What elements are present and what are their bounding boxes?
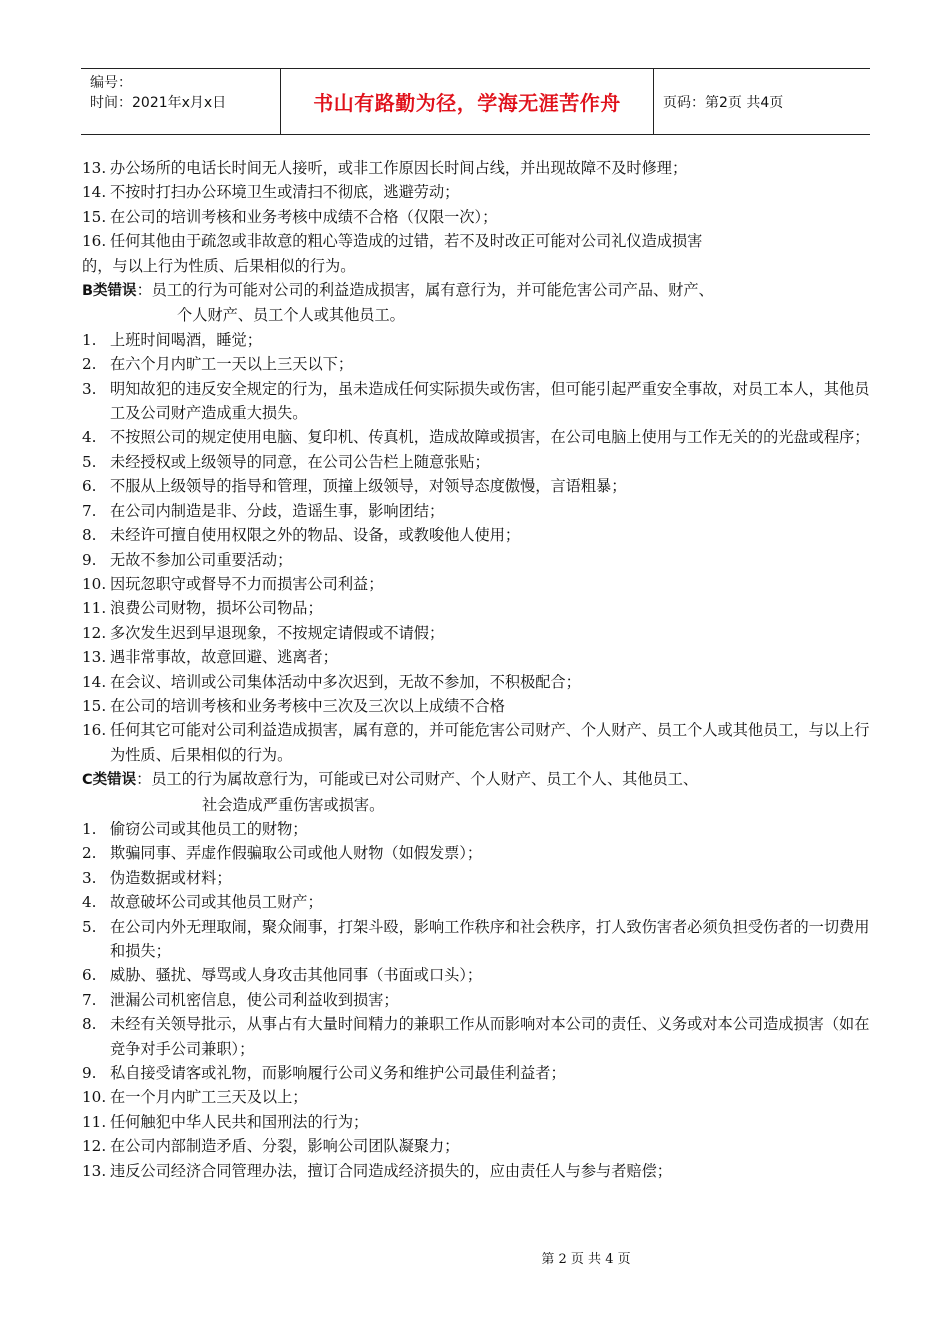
- document-body: [82, 156, 872, 1183]
- item-number: 10.: [82, 574, 107, 593]
- list-item: [82, 377, 872, 426]
- list-item: [82, 1085, 872, 1109]
- item-text: 不按照公司的规定使用电脑、复印机、传真机，造成故障或损害，在公司电脑上使用与工作无关的的光盘或程序；: [110, 428, 870, 447]
- item-number: 12.: [82, 623, 107, 642]
- c-items-list: [82, 817, 872, 1183]
- item-text: 故意破坏公司或其他员工财产；: [110, 893, 323, 912]
- list-item: [82, 645, 872, 669]
- list-item: [82, 915, 872, 964]
- page-header: [81, 68, 870, 135]
- list-item: [82, 988, 872, 1012]
- item-text: 在公司内外无理取闹，聚众闹事，打架斗殴，影响工作秩序和社会秩序，打人致伤害者必须负担受伤者的一切费用和损失；: [110, 917, 870, 960]
- list-item: [82, 670, 872, 694]
- category-desc-line1: ：员工的行为可能对公司的利益造成损害，属有意行为，并可能危害公司产品、财产、: [136, 281, 714, 300]
- item-text: 偷窃公司或其他员工的财物；: [110, 819, 308, 838]
- list-item: [82, 425, 872, 449]
- item-number: 9.: [82, 550, 97, 569]
- item-text: 违反公司经济合同管理办法，擅订合同造成经济损失的，应由责任人与参与者赔偿；: [110, 1161, 672, 1180]
- item-number: 12.: [82, 1137, 107, 1156]
- category-c-heading: [82, 767, 872, 817]
- list-item: [82, 156, 872, 180]
- item-number: 6.: [82, 966, 97, 985]
- item-number: 13.: [82, 648, 107, 667]
- item-number: 8.: [82, 526, 97, 545]
- item-text: 在公司内部制造矛盾、分裂，影响公司团队凝聚力；: [110, 1137, 460, 1156]
- list-item: [82, 866, 872, 890]
- list-item: [82, 621, 872, 645]
- item-number: 14.: [82, 672, 107, 691]
- item-text: 私自接受请客或礼物，而影响履行公司义务和维护公司最佳利益者；: [110, 1064, 566, 1083]
- item-continuation: 的，与以上行为性质、后果相似的行为。: [82, 256, 356, 275]
- item-number: 13.: [82, 159, 107, 177]
- item-text: 任何其它可能对公司利益造成损害，属有意的，并可能危害公司财产、个人财产、员工个人或其他员工，与以上行为性质、后果相似的行为。: [110, 721, 870, 764]
- list-item: [82, 718, 872, 767]
- item-number: 3.: [82, 868, 97, 887]
- item-number: 11.: [82, 599, 107, 618]
- list-item: [82, 1110, 872, 1134]
- b-items-list: [82, 328, 872, 767]
- list-item: [82, 499, 872, 523]
- item-number: 13.: [82, 1161, 107, 1180]
- item-number: 8.: [82, 1015, 97, 1034]
- header-page-label: 页码：第2页 共4页: [663, 94, 784, 111]
- category-label: B类错误: [82, 283, 137, 300]
- list-item: [82, 328, 872, 352]
- item-text: 任何其他由于疏忽或非故意的粗心等造成的过错，若不及时改正可能对公司礼仪造成损害: [110, 232, 703, 251]
- category-desc-line2: 个人财产、员工个人或其他员工。: [177, 306, 405, 325]
- list-item: [82, 817, 872, 841]
- category-desc-line2: 社会造成严重伤害或损害。: [202, 795, 385, 814]
- item-number: 5.: [82, 917, 97, 936]
- item-text: 遇非常事故，故意回避、逃离者；: [110, 648, 338, 667]
- item-text: 在一个月内旷工三天及以上；: [110, 1088, 308, 1107]
- item-number: 4.: [82, 893, 97, 912]
- item-number: 3.: [82, 379, 97, 398]
- list-item: [82, 841, 872, 865]
- item-text: 任何触犯中华人民共和国刑法的行为；: [110, 1112, 369, 1131]
- item-text: 未经授权或上级领导的同意，在公司公告栏上随意张贴；: [110, 452, 490, 471]
- item-number: 11.: [82, 1112, 107, 1131]
- list-item: [82, 963, 872, 987]
- list-item: [82, 1134, 872, 1158]
- item-number: 15.: [82, 207, 107, 226]
- item-text: 在会议、培训或公司集体活动中多次迟到，无故不参加，不积极配合；: [110, 672, 581, 691]
- item-text: 威胁、骚扰、辱骂或人身攻击其他同事（书面或口头）；: [110, 966, 483, 985]
- list-item: [82, 572, 872, 596]
- item-number: 7.: [82, 990, 97, 1009]
- category-b-heading: [82, 278, 872, 328]
- item-number: 6.: [82, 477, 97, 496]
- item-text: 不按时打扫办公环境卫生或清扫不彻底，逃避劳动；: [110, 183, 460, 202]
- list-item: [82, 180, 872, 204]
- item-text: 未经许可擅自使用权限之外的物品、设备，或教唆他人使用；: [110, 526, 521, 545]
- item-number: 5.: [82, 452, 97, 471]
- category-desc-line1: ：员工的行为属故意行为，可能或已对公司财产、个人财产、员工个人、其他员工、: [136, 770, 699, 789]
- item-number: 16.: [82, 232, 107, 251]
- item-number: 1.: [82, 819, 97, 838]
- item-number: 16.: [82, 721, 107, 740]
- list-item: [82, 474, 872, 498]
- item-text: 多次发生迟到早退现象，不按规定请假或不请假；: [110, 623, 445, 642]
- time-label: 时间：2021年x月x日: [90, 95, 227, 111]
- item-text: 明知故犯的违反安全规定的行为，虽未造成任何实际损失或伤害，但可能引起严重安全事故，对员工本人，其他员工及公司财产造成重大损失。: [110, 379, 870, 423]
- item-number: 2.: [82, 355, 97, 374]
- item-number: 10.: [82, 1088, 107, 1107]
- item-number: 4.: [82, 428, 97, 447]
- category-label: C类错误: [82, 772, 137, 789]
- list-item: [82, 1012, 872, 1061]
- list-item: [82, 205, 872, 229]
- item-number: 9.: [82, 1064, 97, 1083]
- header-motto: 书山有路勤为径，学海无涯苦作舟: [281, 69, 654, 134]
- list-item: [82, 450, 872, 474]
- item-text: 因玩忽职守或督导不力而损害公司利益；: [110, 574, 384, 593]
- item-text: 欺骗同事、弄虚作假骗取公司或他人财物（如假发票）；: [110, 844, 483, 863]
- list-item: [82, 890, 872, 914]
- list-item: [82, 1061, 872, 1085]
- item-text: 上班时间喝酒，睡觉；: [110, 330, 262, 349]
- item-text: 在公司的培训考核和业务考核中三次及三次以上成绩不合格: [110, 696, 505, 715]
- list-item: [82, 1159, 872, 1183]
- list-item: [82, 523, 872, 547]
- list-item: [82, 694, 872, 718]
- item-text: 不服从上级领导的指导和管理，顶撞上级领导，对领导态度傲慢，言语粗暴；: [110, 477, 627, 496]
- item-text: 在六个月内旷工一天以上三天以下；: [110, 355, 353, 374]
- item-text: 泄漏公司机密信息，使公司利益收到损害；: [110, 990, 399, 1009]
- list-item: [82, 548, 872, 572]
- item-text: 在公司的培训考核和业务考核中成绩不合格（仅限一次）；: [110, 207, 498, 226]
- item-text: 伪造数据或材料；: [110, 868, 232, 887]
- a-items-list: [82, 156, 872, 229]
- list-item: [82, 352, 872, 376]
- header-meta: [81, 69, 281, 134]
- item-text: 无故不参加公司重要活动；: [110, 550, 293, 569]
- item-text: 浪费公司财物，损坏公司物品；: [110, 599, 323, 618]
- item-text: 办公场所的电话长时间无人接听，或非工作原因长时间占线，并出现故障不及时修理；: [110, 159, 688, 177]
- item-number: 7.: [82, 501, 97, 520]
- list-item: [82, 229, 872, 253]
- item-number: 15.: [82, 696, 107, 715]
- item-text: 在公司内制造是非、分歧，造谣生事，影响团结；: [110, 501, 445, 520]
- list-item: [82, 596, 872, 620]
- page-footer: 第 2 页 共 4 页: [541, 1252, 631, 1267]
- item-number: 1.: [82, 330, 97, 349]
- code-label: 编号：: [90, 75, 132, 91]
- item-number: 2.: [82, 844, 97, 863]
- item-text: 未经有关领导批示，从事占有大量时间精力的兼职工作从而影响对本公司的责任、义务或对本公司造成损害（如在竞争对手公司兼职）；: [110, 1015, 870, 1058]
- item-number: 14.: [82, 183, 107, 202]
